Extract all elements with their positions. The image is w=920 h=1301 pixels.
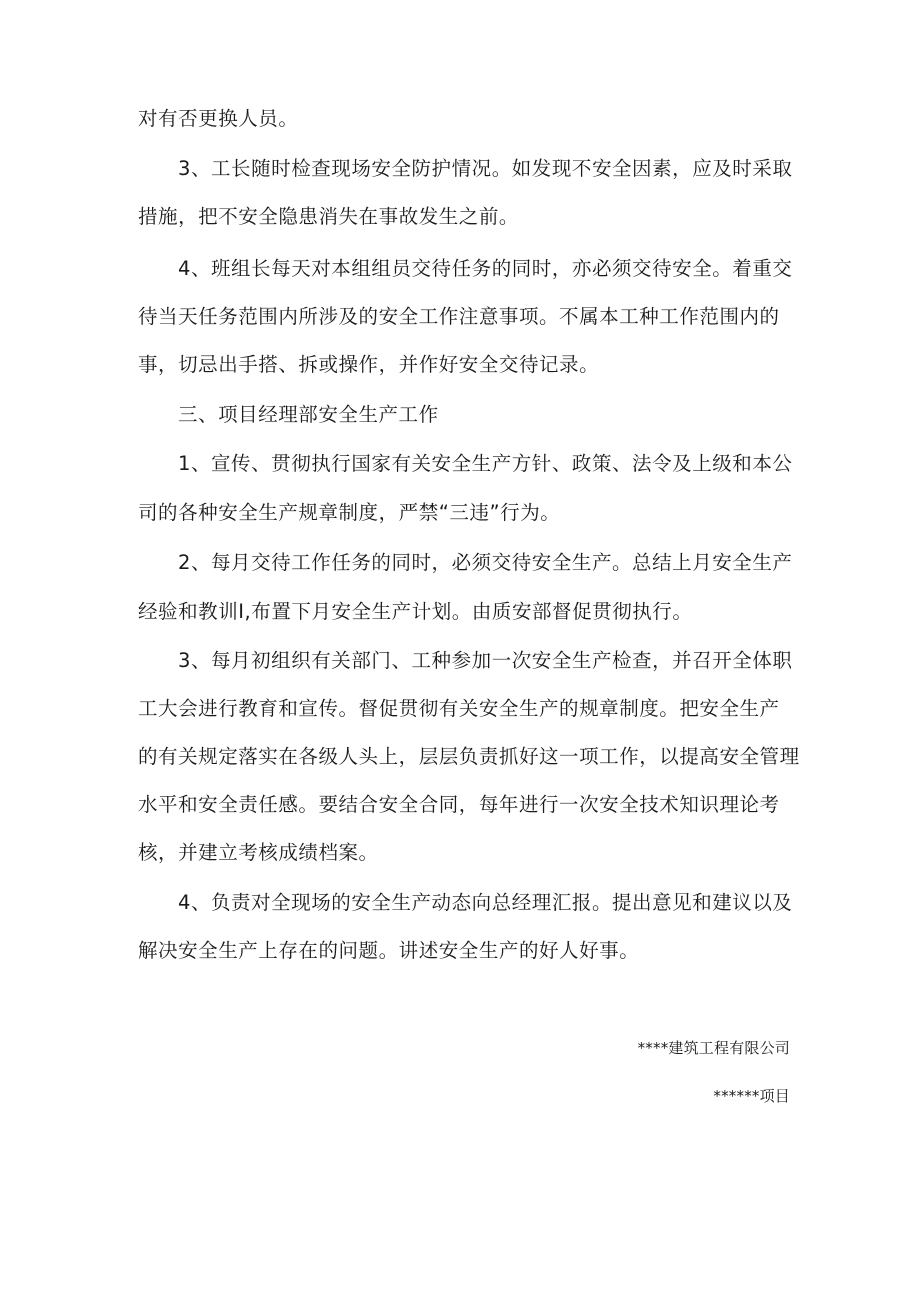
paragraph-line: 经验和教训I,布置下月安全生产计划。由质安部督促贯彻执行。 (138, 600, 693, 623)
paragraph-line: 1、宣传、贯彻执行国家有关安全生产方针、政策、法令及上级和本公 (178, 452, 793, 475)
paragraph-line: 措施，把不安全隐患消失在事故发生之前。 (138, 205, 519, 228)
paragraph-line: 水平和安全责任感。要结合安全合同，每年进行一次安全技术知识理论考 (138, 793, 780, 816)
paragraph-line: 司的各种安全生产规章制度，严禁“三违”行为。 (138, 501, 561, 524)
paragraph-line: 对有否更换人员。 (138, 107, 299, 130)
section-heading: 三、项目经理部安全生产工作 (178, 403, 439, 426)
paragraph-line: 工大会进行教育和宣传。督促贯彻有关安全生产的规章制度。把安全生产 (138, 697, 780, 720)
paragraph-line: 4、班组长每天对本组组员交待任务的同时，亦必须交待安全。着重交 (178, 257, 793, 280)
paragraph-line: 的有关规定落实在各级人头上，层层负责抓好这一项工作，以提高安全管理 (138, 745, 800, 768)
paragraph-line: 待当天任务范围内所涉及的安全工作注意事项。不属本工种工作范围内的 (138, 305, 780, 328)
paragraph-line: 4、负责对全现场的安全生产动态向总经理汇报。提出意见和建议以及 (178, 891, 793, 914)
paragraph-line: 解决安全生产上存在的问题。讲述安全生产的好人好事。 (138, 939, 640, 962)
paragraph-line: 3、每月初组织有关部门、工种参加一次安全生产检查，并召开全体职 (178, 649, 793, 672)
paragraph-line: 事，切忌出手搭、拆或操作，并作好安全交待记录。 (138, 353, 600, 376)
signature-company: ****建筑工程有限公司 (637, 1039, 790, 1057)
paragraph-line: 2、每月交待工作任务的同时，必须交待安全生产。总结上月安全生产 (178, 551, 793, 574)
paragraph-line: 3、工长随时检查现场安全防护情况。如发现不安全因素，应及时采取 (178, 157, 793, 180)
paragraph-line: 核，并建立考核成绩档案。 (138, 841, 379, 864)
signature-project: ******项目 (713, 1087, 790, 1105)
